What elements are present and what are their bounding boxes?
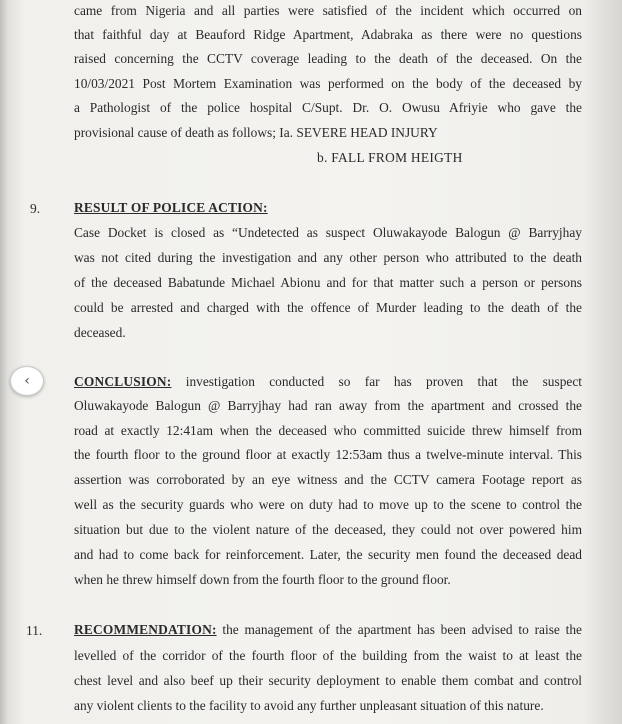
text-span: the management of the apartment has been advised to raise the: [222, 622, 582, 637]
section-title: RECOMMENDATION:: [74, 622, 217, 637]
text-line: the fourth floor to the ground floor at exactly 12:53am thus a twelve-minute interval. This: [74, 447, 582, 462]
section-heading-line: [74, 373, 582, 391]
section-title: CONCLUSION:: [74, 374, 172, 389]
text-line: well as the security guards who were on duty had to move up to the scene to control the: [74, 497, 582, 512]
text-line: came from Nigeria and all parties were satisfied of the incident which occurred on: [74, 3, 582, 18]
section-number: 11.: [26, 623, 43, 638]
text-span: investigation conducted so far has proven that the suspect: [185, 374, 582, 389]
text-line: was not cited during the investigation and any other person who attributed to the death: [74, 250, 582, 265]
text-line: road at exactly 12:41am when the deceased who committed suicide threw himself from: [74, 423, 582, 438]
text-line: any violent clients to the facility to avoid any further unpleasant situation of this nature.: [74, 698, 544, 713]
text-line: Case Docket is closed as “Undetected as suspect Oluwakayode Balogun @ Barryjhay: [74, 225, 582, 240]
page-curl-shadow: [582, 0, 622, 724]
page-edge-shadow: [0, 0, 8, 724]
text-line: of the deceased Babatunde Michael Abionu and for that matter such a person or persons: [74, 275, 582, 290]
text-line: assertion was corroborated by an eye witness and the CCTV camera Footage report as: [74, 472, 582, 487]
text-line: that faithful day at Beauford Ridge Apartment, Adabraka as there were no questions: [74, 27, 582, 42]
text-line: 10/03/2021 Post Mortem Examination was performed on the body of the deceased by: [74, 76, 582, 91]
section-number: 9.: [30, 201, 41, 216]
section-title: RESULT OF POLICE ACTION:: [74, 200, 268, 215]
section-heading-line: [74, 199, 582, 217]
section-heading-line: [74, 621, 582, 639]
cause-item-b: b. FALL FROM HEIGTH: [317, 150, 463, 165]
text-line: when he threw himself down from the fourth floor to the ground floor.: [74, 572, 451, 587]
text-line: situation but due to the violent nature of the deceased, they could not over powered him: [74, 522, 582, 537]
text-line: Oluwakayode Balogun @ Barryjhay had ran away from the apartment and crossed the: [74, 398, 582, 413]
text-line: could be arrested and charged with the offence of Murder leading to the death of the: [74, 300, 582, 315]
text-line: chest level and also beef up their security deployment to enable them combat and control: [74, 673, 582, 688]
text-line: raised concerning the CCTV coverage leading to the death of the deceased. On the: [74, 51, 582, 66]
text-line: deceased.: [74, 325, 126, 340]
text-line: levelled of the corridor of the fourth floor of the building from the waist to at least the: [74, 648, 582, 663]
previous-page-button[interactable]: [10, 366, 44, 396]
chevron-left-icon: ‹: [24, 373, 30, 389]
text-line: provisional cause of death as follows; Ia. SEVERE HEAD INJURY: [74, 125, 438, 140]
text-line: a Pathologist of the police hospital C/Supt. Dr. O. Owusu Afriyie who gave the: [74, 100, 582, 115]
text-line: and had to come back for reinforcement. Later, the security men found the deceased dead: [74, 547, 582, 562]
